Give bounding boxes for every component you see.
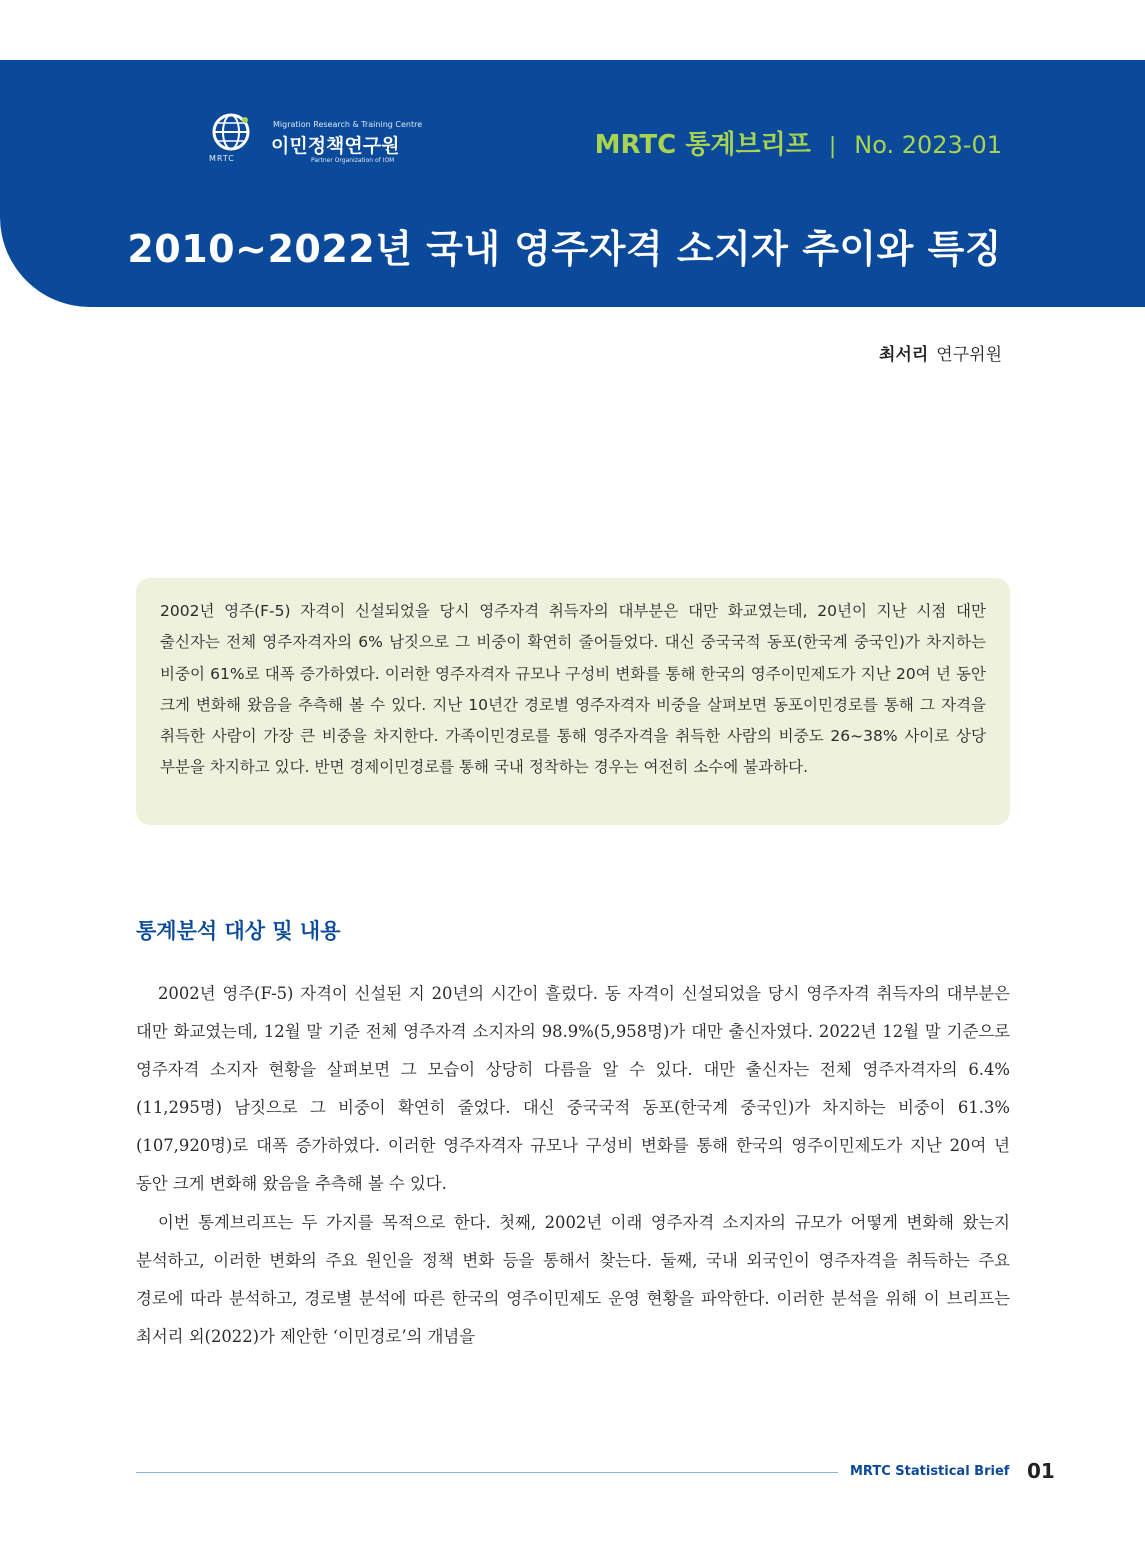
- logo-korean-name: 이민정책연구원: [271, 135, 400, 157]
- page-number: 01: [1027, 1459, 1055, 1483]
- mrtc-logo: [205, 112, 425, 170]
- author-name: 최서리: [879, 345, 929, 365]
- author-role: 연구위원: [936, 345, 1002, 365]
- logo-abbr: MRTC: [209, 154, 235, 163]
- section-title: 통계분석 대상 및 내용: [136, 919, 341, 943]
- document-title: 2010~2022년 국내 영주자격 소지자 추이와 특징: [127, 227, 1002, 271]
- footer-label: MRTC Statistical Brief: [850, 1464, 1010, 1479]
- summary-box: [136, 578, 1010, 825]
- logo-english-name: Migration Research & Training Centre: [273, 120, 423, 129]
- globe-icon: [211, 112, 251, 152]
- author-line: [879, 340, 1002, 365]
- header-banner: [0, 60, 1145, 307]
- series-name: MRTC 통계브리프: [594, 130, 811, 160]
- body-text: [136, 975, 1010, 1356]
- logo-partner: Partner Organization of IOM: [311, 157, 395, 164]
- summary-text: 2002년 영주(F-5) 자격이 신설되었을 당시 영주자격 취득자의 대부분은 대만 화교였는데, 20년이 지난 시점 대만 출신자는 전체 영주자격자의 6% 남짓으로 그 비중이 확연히 줄어들었다. 대신 중국국적 동포(한국계 중국인)가 차지하는 비중이 61%로 대폭 증가하였다. 이러한 영주자격자 규모나 구성비 변화를 통해 한국의 영주이민제도가 지난 20여 년 동안 크게 변화해 왔음을 추측해 볼 수 있다. 지난 10년간 경로별 영주자격자 비중을 살펴보면 동포이민경로를 통해 그 자격을 취득한 사람이 가장 큰 비중을 차지한다. 가족이민경로를 통해 영주자격을 취득한 사람의 비중도 26~38% 사이로 상당 부분을 차지하고 있다. 반면 경제이민경로를 통해 국내 정착하는 경우는 여전히 소수에 불과하다.: [160, 602, 986, 777]
- body-paragraph-2: 이번 통계브리프는 두 가지를 목적으로 한다. 첫째, 2002년 이래 영주자격 소지자의 규모가 어떻게 변화해 왔는지 분석하고, 이러한 변화의 주요 원인을 정책 변화 등을 통해서 찾는다. 둘째, 국내 외국인이 영주자격을 취득하는 주요 경로에 따라 분석하고, 경로별 분석에 따른 한국의 영주이민제도 운영 현황을 파악한다. 이러한 분석을 위해 이 브리프는 최서리 외(2022)가 제안한 ‘이민경로’의 개념을: [136, 1212, 1010, 1346]
- series-line: [595, 130, 1002, 162]
- series-separator: |: [828, 134, 837, 159]
- footer-divider: [136, 1472, 838, 1473]
- body-paragraph-1: 2002년 영주(F-5) 자격이 신설된 지 20년의 시간이 흘렀다. 동 자격이 신설되었을 당시 영주자격 취득자의 대부분은 대만 화교였는데, 12월 말 기준 전체 영주자격 소지자의 98.9%(5,958명)가 대만 출신자였다. 2022년 12월 말 기준으로 영주자격 소지자 현황을 살펴보면 그 모습이 상당히 다름을 알 수 있다. 대만 출신자는 전체 영주자격자의 6.4%(11,295명) 남짓으로 그 비중이 확연히 줄었다. 대신 중국국적 동포(한국계 중국인)가 차지하는 비중이 61.3%(107,920명)로 대폭 증가하였다. 이러한 영주자격자 규모나 구성비 변화를 통해 한국의 영주이민제도가 지난 20여 년 동안 크게 변화해 왔음을 추측해 볼 수 있다.: [136, 984, 1010, 1194]
- issue-number: No. 2023-01: [854, 131, 1002, 159]
